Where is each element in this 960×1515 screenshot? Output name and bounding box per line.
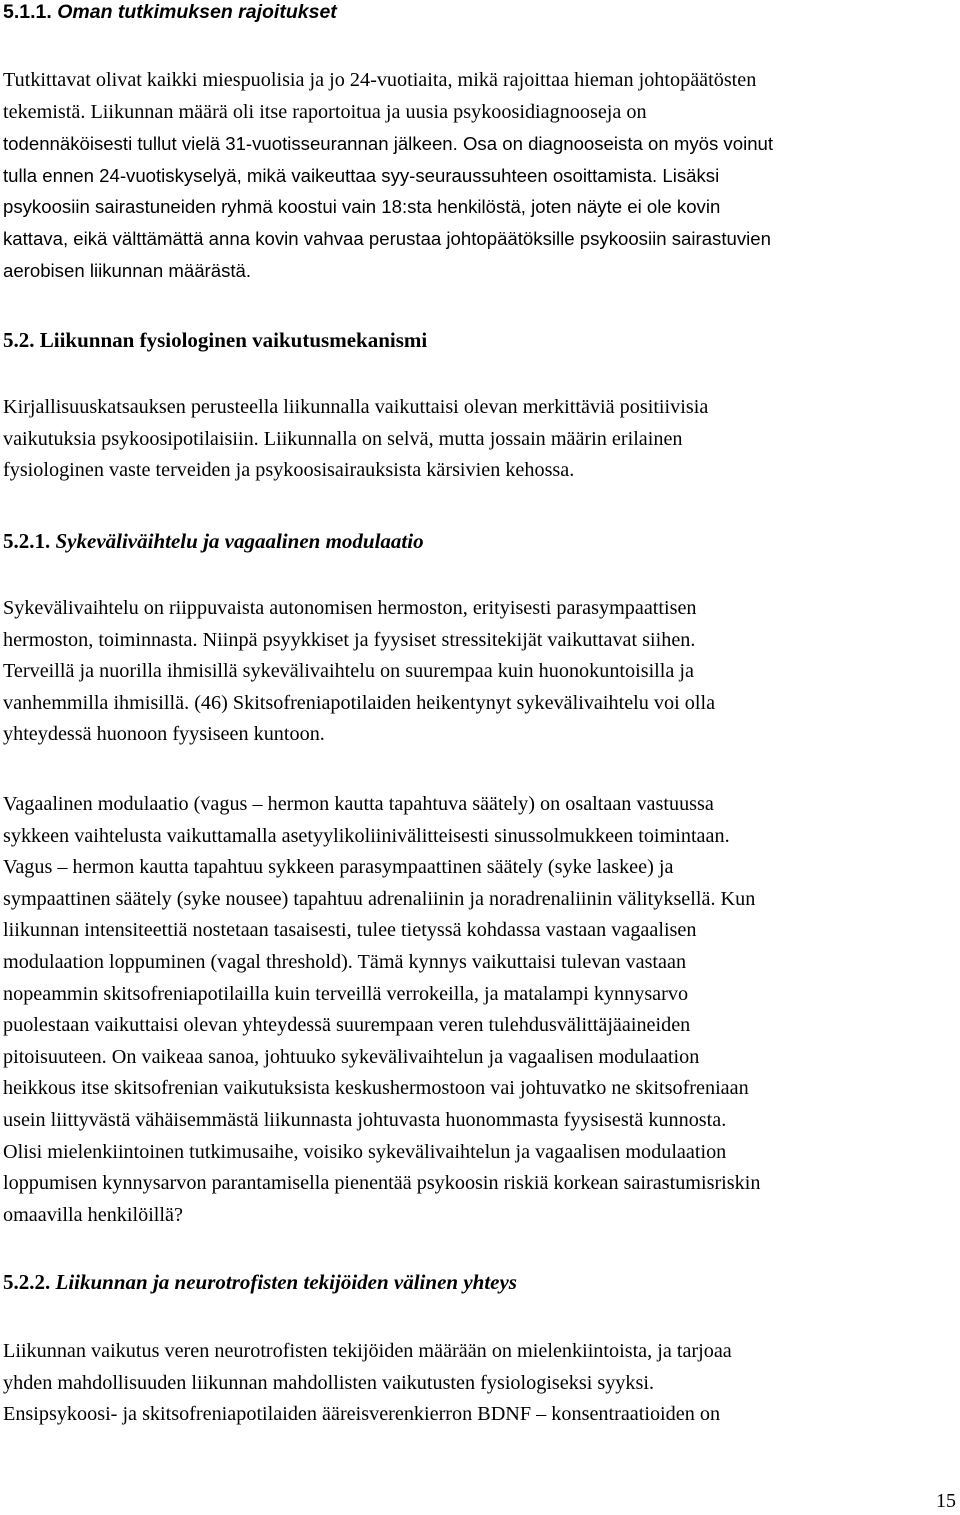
text-line: sykkeen vaihtelusta vaikuttamalla asetyylikoliinivälitteisesti sinussolmukkeen toimintaan. [3, 824, 730, 847]
text-line: Olisi mielenkiintoinen tutkimusaihe, voisiko sykevälivaihtelun ja vagaalisen modulaation [3, 1140, 727, 1163]
section-heading-5-2 [3, 328, 427, 352]
text-line: liikunnan intensiteettiä nostetaan tasaisesti, tulee tietyssä kohdassa vastaan vagaalisen [3, 919, 697, 942]
text-line: aerobisen liikunnan määrästä. [3, 259, 252, 281]
text-line: Ensipsykoosi- ja skitsofreniapotilaiden ääreisverenkierron BDNF – konsentraatioiden on [3, 1403, 721, 1426]
text-line: puolestaan vaikuttaisi olevan yhteydessä suurempaan veren tulehdusvälittäjäaineiden [3, 1014, 691, 1037]
text-line: vaikutuksia psykoosipotilaisiin. Liikunnalla on selvä, mutta jossain määrin erilainen [3, 427, 683, 450]
text-line: usein liittyvästä vähäisemmästä liikunnasta johtuvasta huonommasta fyysisestä kunnosta. [3, 1108, 727, 1131]
text-line: yhden mahdollisuuden liikunnan mahdollisten vaikutusten fysiologiseksi syyksi. [3, 1371, 654, 1394]
text-line: nopeammin skitsofreniapotilailla kuin terveillä verrokeilla, ja matalampi kynnysarvo [3, 982, 689, 1005]
text-line: tekemistä. Liikunnan määrä oli itse raportoitua ja uusia psykoosidiagnooseja on [3, 100, 647, 123]
text-line: Terveillä ja nuorilla ihmisillä sykevälivaihtelu on suurempaa kuin huonokuntoisilla ja [3, 660, 694, 683]
section-heading-5-2-1 [3, 529, 424, 553]
text-line: kattava, eikä välttämättä anna kovin vahvaa perustaa johtopäätöksille psykoosiin sairastuvien [3, 227, 771, 249]
section-title: Liikunnan fysiologinen vaikutusmekanismi [39, 328, 428, 352]
text-line: sympaattinen säätely (syke nousee) tapahtuu adrenaliinin ja noradrenaliinin välityksellä. Kun [3, 887, 756, 910]
text-line: Kirjallisuuskatsauksen perusteella liikunnalla vaikuttaisi olevan merkittäviä positiivisia [3, 396, 709, 418]
text-line: todennäköisesti tullut vielä 31-vuotisseurannan jälkeen. Osa on diagnooseista on myös voinut [3, 133, 774, 155]
text-line: loppumisen kynnysarvon parantamisella pienentää psykoosin riskiä korkean sairastumisriskin [3, 1172, 761, 1195]
paragraph-physiology [3, 392, 953, 487]
text-line: Vagus – hermon kautta tapahtuu sykkeen parasympaattinen säätely (syke laskee) ja [3, 856, 674, 879]
text-line: heikkous itse skitsofrenian vaikutuksista keskushermostoon vai johtuvatko ne skitsofreniaan [3, 1077, 749, 1100]
text-line: Tutkittavat olivat kaikki miespuolisia ja jo 24-vuotiaita, mikä rajoittaa hieman johtopäätösten [3, 69, 757, 91]
text-line: tulla ennen 24-vuotiskyselyä, mikä vaikeuttaa syy-seuraussuhteen osoittamista. Lisäksi [3, 164, 720, 186]
text-line: pitoisuuteen. On vaikeaa sanoa, johtuuko sykevälivaihtelun ja vagaalisen modulaation [3, 1045, 700, 1068]
section-number: 5.2.1. [3, 529, 51, 553]
text-line: omaavilla henkilöillä? [3, 1203, 183, 1226]
section-title: Sykeväliväihtelu ja vagaalinen modulaatio [55, 529, 424, 553]
section-number: 5.2. [3, 328, 35, 352]
text-line: hermoston, toiminnasta. Niinpä psyykkiset ja fyysiset stressitekijät vaikuttavat siihen. [3, 628, 696, 651]
text-line: Liikunnan vaikutus veren neurotrofisten tekijöiden määrään on mielenkiintoista, ja tarjoaa [3, 1340, 732, 1362]
text-line: Sykevälivaihtelu on riippuvaista autonomisen hermoston, erityisesti parasympaattisen [3, 597, 697, 619]
text-line: yhteydessä huonoon fyysiseen kuntoon. [3, 723, 325, 746]
text-line: vanhemmilla ihmisillä. (46) Skitsofreniapotilaiden heikentynyt sykevälivaihtelu voi olla [3, 691, 716, 714]
paragraph-limitations [3, 65, 953, 286]
section-title: Liikunnan ja neurotrofisten tekijöiden välinen yhteys [55, 1270, 517, 1294]
paragraph-neurotrophic [3, 1336, 953, 1431]
section-title: Oman tutkimuksen rajoitukset [57, 1, 337, 23]
text-line: fysiologinen vaste terveiden ja psykoosisairauksista kärsivien kehossa. [3, 459, 575, 482]
section-heading-5-2-2 [3, 1270, 517, 1294]
section-number: 5.1.1. [3, 1, 52, 23]
text-line: psykoosiin sairastuneiden ryhmä koostui vain 18:sta henkilöstä, joten näyte ei ole kovin [3, 196, 721, 218]
text-line: Vagaalinen modulaatio (vagus – hermon kautta tapahtuva säätely) on osaltaan vastuussa [3, 793, 714, 815]
paragraph-hrv [3, 593, 953, 751]
paragraph-vagal-modulation [3, 789, 953, 1231]
section-number: 5.2.2. [3, 1270, 51, 1294]
text-line: modulaation loppuminen (vagal threshold). Tämä kynnys vaikuttaisi tulevan vastaan [3, 950, 687, 973]
section-heading-5-1-1 [3, 0, 337, 24]
page-number: 15 [936, 1490, 956, 1512]
